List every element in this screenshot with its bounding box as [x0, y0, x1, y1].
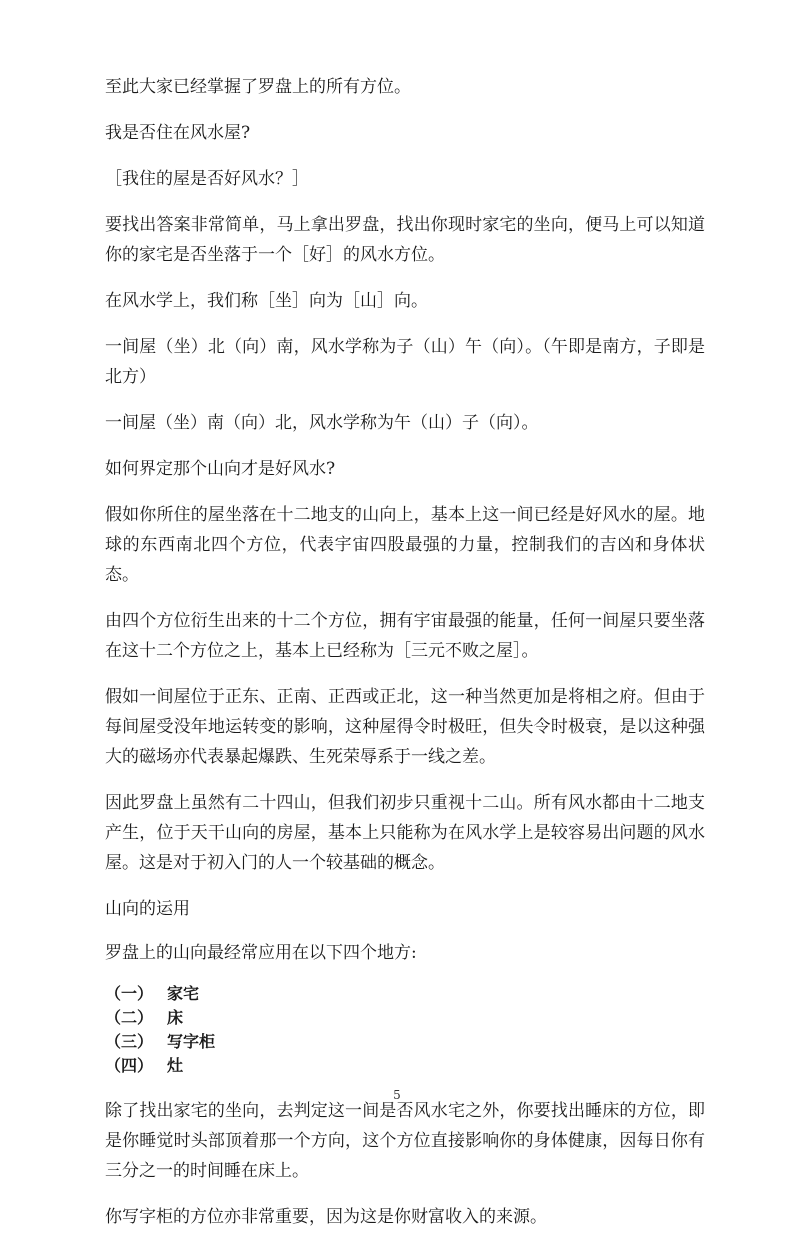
list-label: 家宅: [167, 984, 200, 1003]
list-item: [105, 1054, 705, 1078]
list-item: [105, 1006, 705, 1030]
section-heading-mountain-usage: 山向的运用: [105, 899, 190, 919]
list-marker: （一）: [105, 984, 154, 1003]
paragraph-desk-direction: 你写字柜的方位亦非常重要，因为这是你财富收入的来源。: [105, 1207, 547, 1227]
list-label: 写字柜: [167, 1032, 216, 1051]
paragraph-twenty-four-mountains: 因此罗盘上虽然有二十四山，但我们初步只重视十二山。所有风水都由十二地支产生，位于天干山向的房屋，基本上只能称为在风水学上是较容易出问题的风水屋。这是对于初入门的人一个较基础的概念。: [105, 793, 705, 873]
paragraph-how-define: 如何界定那个山向才是好风水?: [105, 459, 336, 479]
list-label: 灶: [167, 1056, 184, 1075]
paragraph-south-north: 一间屋（坐）南（向）北，风水学称为午（山）子（向）。: [105, 413, 539, 433]
list-item: [105, 1030, 705, 1054]
four-places-list: [105, 982, 705, 1078]
list-marker: （二）: [105, 1008, 154, 1027]
list-marker: （三）: [105, 1032, 154, 1051]
list-label: 床: [167, 1008, 184, 1027]
paragraph-question-feng-shui-house: 我是否住在风水屋?: [105, 123, 251, 143]
paragraph-twelve-directions: 由四个方位衍生出来的十二个方位，拥有宇宙最强的能量，任何一间屋只要坐落在这十二个方位之上，基本上已经称为［三元不败之屋］。: [105, 611, 705, 661]
paragraph-cardinal-houses: 假如一间屋位于正东、正南、正西或正北，这一种当然更加是将相之府。但由于每间屋受没年地运转变的影响，这种屋得令时极旺，但失令时极衰，是以这种强大的磁场亦代表暴起爆跌、生死荣辱系于一线之差。: [105, 687, 705, 767]
paragraph-bracket-question: ［我住的屋是否好风水？］: [105, 169, 309, 189]
paragraph-sit-mountain: 在风水学上，我们称［坐］向为［山］向。: [105, 291, 428, 311]
paragraph-north-south: 一间屋（坐）北（向）南，风水学称为子（山）午（向）。（午即是南方，子即是北方）: [105, 337, 705, 387]
list-marker: （四）: [105, 1056, 154, 1075]
paragraph-bed-direction: 除了找出家宅的坐向，去判定这一间是否风水宅之外，你要找出睡床的方位，即是你睡觉时头部顶着那一个方向，这个方位直接影响你的身体健康，因每日你有三分之一的时间睡在床上。: [105, 1101, 705, 1181]
paragraph-twelve-branches: 假如你所住的屋坐落在十二地支的山向上，基本上这一间已经是好风水的屋。地球的东西南北四个方位，代表宇宙四股最强的力量，控制我们的吉凶和身体状态。: [105, 505, 705, 585]
paragraph-find-answer: 要找出答案非常简单，马上拿出罗盘，找出你现时家宅的坐向，便马上可以知道你的家宅是否坐落于一个［好］的风水方位。: [105, 215, 705, 265]
list-item: [105, 982, 705, 1006]
paragraph-four-places: 罗盘上的山向最经常应用在以下四个地方:: [105, 943, 417, 963]
document-body: [105, 72, 705, 1248]
paragraph-intro: 至此大家已经掌握了罗盘上的所有方位。: [105, 77, 411, 97]
page-number: 5: [393, 1088, 401, 1102]
